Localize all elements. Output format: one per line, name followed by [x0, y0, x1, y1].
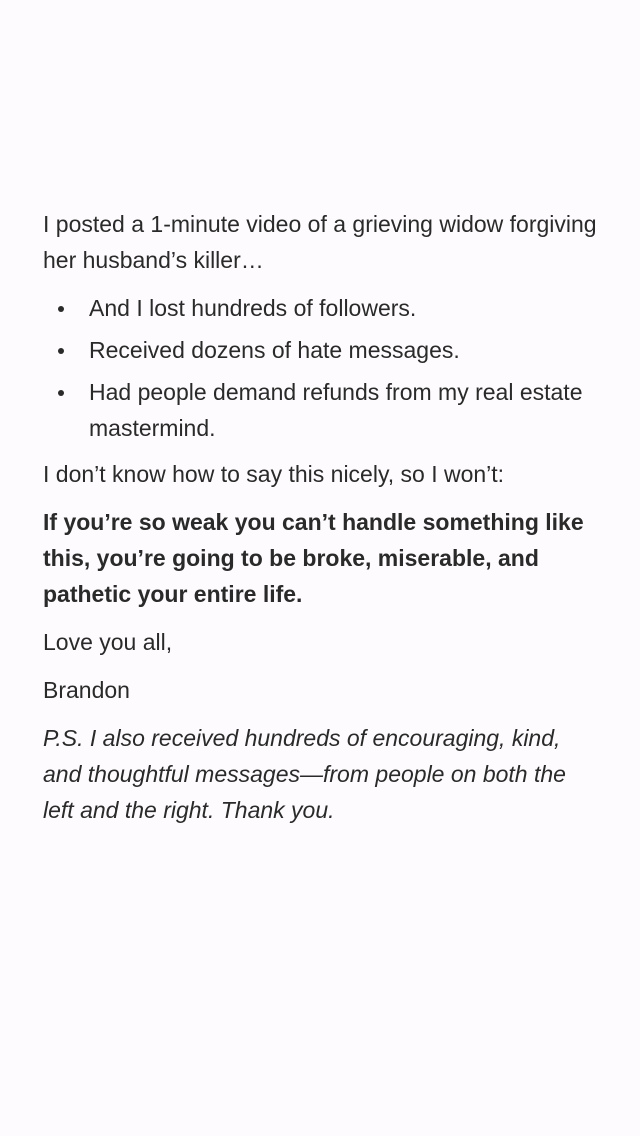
emphasis-paragraph: If you’re so weak you can’t handle something like this, you’re going to be broke, miserable, and pathetic your entire life. — [43, 509, 584, 607]
bullet-text: And I lost hundreds of followers. — [89, 295, 417, 321]
bullet-list — [43, 290, 603, 446]
bullet-icon — [58, 348, 64, 354]
bullet-text: Had people demand refunds from my real estate mastermind. — [89, 379, 583, 441]
postscript-paragraph: P.S. I also received hundreds of encouraging, kind, and thoughtful messages—from people on both the left and the right. Thank you. — [43, 725, 566, 823]
lead-in-paragraph: I don’t know how to say this nicely, so I won’t: — [43, 461, 505, 487]
intro-paragraph: I posted a 1-minute video of a grieving widow forgiving her husband’s killer… — [43, 211, 597, 273]
list-item — [43, 374, 603, 446]
list-item — [43, 332, 603, 368]
list-item — [43, 290, 603, 326]
closing-line: Love you all, — [43, 629, 173, 655]
post-body — [43, 206, 603, 840]
bullet-icon — [58, 390, 64, 396]
bullet-text: Received dozens of hate messages. — [89, 337, 460, 363]
bullet-icon — [58, 306, 64, 312]
signature: Brandon — [43, 677, 130, 703]
